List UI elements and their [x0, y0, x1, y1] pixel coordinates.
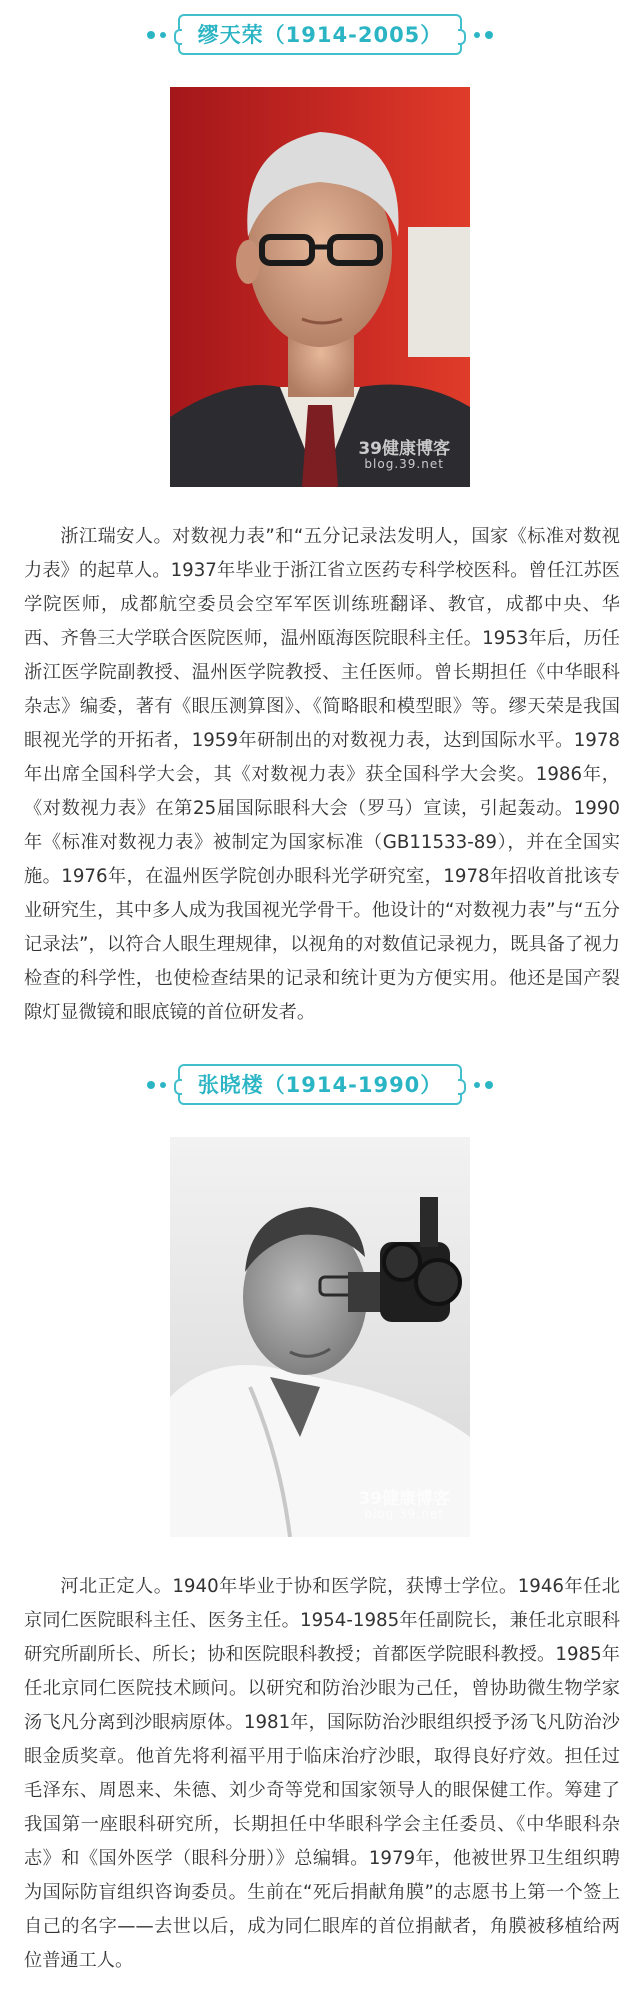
- biography-paragraph: 浙江瑞安人。对数视力表”和“五分记录法发明人，国家《标准对数视力表》的起草人。1937年毕业于浙江省立医药专科学校医科。曾任江苏医学院医师，成都航空委员会空军军医训练班翻译、教官，成都中央、华西、齐鲁三大学联合医院医师，温州瓯海医院眼科主任。1953年后，历任浙江医学院副教授、温州医学院教授、主任医师。曾长期担任《中华眼科杂志》编委，著有《眼压测算图》、《简略眼和模型眼》等。缪天荣是我国眼视光学的开拓者，1959年研制出的对数视力表，达到国际水平。1978年出席全国科学大会，其《对数视力表》获全国科学大会奖。1986年，《对数视力表》在第25届国际眼科大会（罗马）宣读，引起轰动。1990年《标准对数视力表》被制定为国家标准（GB11533-89），并在全国实施。1976年，在温州医学院创办眼科光学研究室，1978年招收首批该专业研究生，其中多人成为我国视光学骨干。他设计的“对数视力表”与“五分记录法”，以符合人眼生理规律，以视角的对数值记录视力，既具备了视力检查的科学性，也使检查结果的记录和统计更为方便实用。他还是国产裂隙灯显微镜和眼底镜的首位研发者。: [24, 526, 620, 1023]
- image-watermark: 39健康博客 blog.39.net: [358, 438, 450, 472]
- section-title: 张晓楼（1914-1990）: [178, 1064, 463, 1105]
- section-title-row: [0, 14, 640, 55]
- biography-paragraph: 河北正定人。1940年毕业于协和医学院，获博士学位。1946年任北京同仁医院眼科主任、医务主任。1954-1985年任副院长，兼任北京眼科研究所副所长、所长；协和医院眼科教授；首都医学院眼科教授。1985年任北京同仁医院技术顾问。以研究和防治沙眼为己任，曾协助微生物学家汤飞凡分离到沙眼病原体。1981年，国际防治沙眼组织授予汤飞凡防治沙眼金质奖章。他首先将利福平用于临床治疗沙眼，取得良好疗效。担任过毛泽东、周恩来、朱德、刘少奇等党和国家领导人的眼保健工作。筹建了我国第一座眼科研究所，长期担任中华眼科学会主任委员、《中华眼科杂志》和《国外医学（眼科分册）》总编辑。1979年，他被世界卫生组织聘为国际防盲组织咨询委员。生前在“死后捐献角膜”的志愿书上第一个签上自己的名字——去世以后，成为同仁眼库的首位捐献者，角膜被移植给两位普通工人。: [24, 1576, 620, 1971]
- decorative-dots: [474, 1081, 493, 1089]
- portrait-illustration: [170, 1137, 470, 1537]
- decorative-dots: [474, 31, 493, 39]
- portrait-illustration: [170, 87, 470, 487]
- image-watermark: 39健康博客 blog.39.net: [358, 1488, 450, 1522]
- section-title-row: [0, 1064, 640, 1105]
- portrait-photo: [170, 87, 470, 487]
- section-title: 缪天荣（1914-2005）: [178, 14, 463, 55]
- decorative-dots: [147, 1081, 166, 1089]
- decorative-dots: [147, 31, 166, 39]
- portrait-photo: [170, 1137, 470, 1537]
